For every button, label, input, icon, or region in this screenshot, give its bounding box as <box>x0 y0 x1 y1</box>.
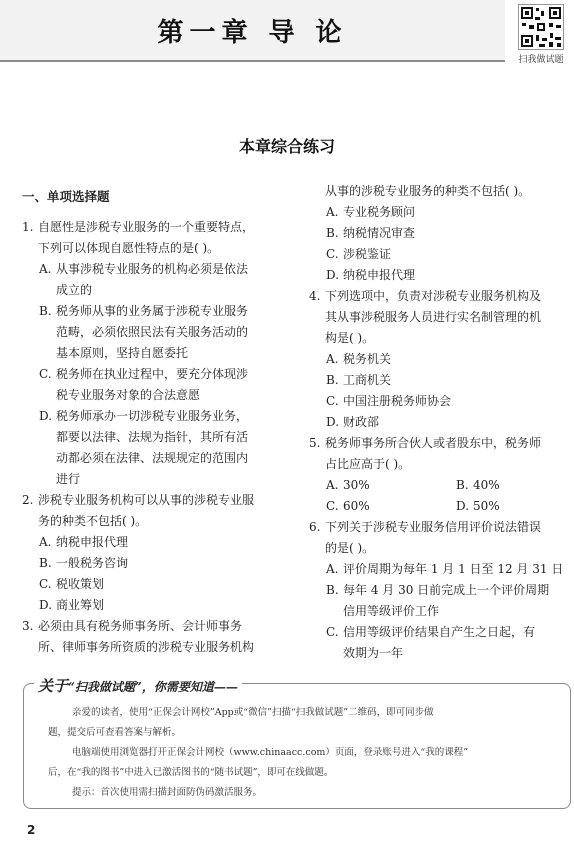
question-1-option-c[interactable]: C. 税务师在执业过程中，要充分体现涉 税专业服务对象的合法意愿 <box>39 367 249 402</box>
qr-code-icon[interactable] <box>518 4 564 50</box>
chapter-header <box>0 0 574 65</box>
question-5-option-d[interactable]: D. 50% <box>456 499 500 513</box>
question-5-option-b[interactable]: B. 40% <box>456 478 500 492</box>
question-2-option-d[interactable]: D. 商业筹划 <box>39 598 105 612</box>
question-6-option-b[interactable]: B. 每年 4 月 30 日前完成上一个评价周期 信用等级评价工作 <box>326 583 550 618</box>
question-5-options-row-2 <box>309 496 569 517</box>
question-2-option-b[interactable]: B. 一般税务咨询 <box>39 556 129 570</box>
question-3-option-b[interactable]: B. 纳税情况审查 <box>326 226 416 240</box>
question-5: 5. 税务师事务所合伙人或者股东中，税务师 占比应高于( )。 <box>309 436 542 471</box>
question-5-option-c[interactable]: C. 60% <box>326 499 370 513</box>
question-1-option-b[interactable]: B. 税务师从事的业务属于涉税专业服务 范畴，必须依照民法有关服务活动的 基本原则，坚持自愿委托 <box>39 304 249 360</box>
chapter-title: 第一章 导 论 <box>157 18 348 48</box>
page-number: 2 <box>27 823 36 837</box>
question-4-option-c[interactable]: C. 中国注册税务师协会 <box>326 394 452 408</box>
question-4-option-b[interactable]: B. 工商机关 <box>326 373 392 387</box>
notice-line-1: 亲爱的读者，使用“正保会计网校”App或“微信”扫描“扫我做试题”二维码，即可同步做 <box>72 707 434 718</box>
question-3-option-d[interactable]: D. 纳税申报代理 <box>326 268 416 282</box>
question-3-continued: 从事的涉税专业服务的种类不包括( )。 <box>325 184 531 198</box>
section-title: 本章综合练习 <box>238 137 335 156</box>
notice-line-5: 提示：首次使用需扫描封面防伪码激活服务。 <box>72 787 263 798</box>
question-1-option-a[interactable]: A. 从事涉税专业服务的机构必须是依法 成立的 <box>39 262 249 297</box>
question-4: 4. 下列选项中，负责对涉税专业服务机构及 其从事涉税服务人员进行实名制管理的机 构是( )。 <box>309 289 542 345</box>
question-5-options-row-1 <box>309 475 569 496</box>
question-6-option-c[interactable]: C. 信用等级评价结果自产生之日起，有 效期为一年 <box>326 625 536 660</box>
left-column <box>22 180 282 658</box>
right-column <box>309 181 569 664</box>
question-4-option-d[interactable]: D. 财政部 <box>326 415 380 429</box>
question-3-option-c[interactable]: C. 涉税鉴证 <box>326 247 392 261</box>
question-4-option-a[interactable]: A. 税务机关 <box>326 352 392 366</box>
notice-line-3: 电脑端使用浏览器打开正保会计网校（www.chinaacc.com）页面，登录账号进入“我的课程” <box>72 747 469 758</box>
question-6-option-a[interactable]: A. 评价周期为每年 1 月 1 日至 12 月 31 日 <box>326 562 564 576</box>
question-5-option-a[interactable]: A. 30% <box>326 478 370 492</box>
question-3: 3. 必须由具有税务师事务所、会计师事务 所、律师事务所资质的涉税专业服务机构 <box>22 619 255 654</box>
notice-line-4: 后，在“我的图书”中进入已激活图书的“随书试题”，即可在线做题。 <box>48 767 334 778</box>
question-2-option-c[interactable]: C. 税收策划 <box>39 577 105 591</box>
question-3-option-a[interactable]: A. 专业税务顾问 <box>326 205 416 219</box>
question-1: 1. 自愿性是涉税专业服务的一个重要特点， 下列可以体现自愿性特点的是( )。 <box>22 220 255 255</box>
question-6: 6. 下列关于涉税专业服务信用评价说法错误 的是( )。 <box>309 520 542 555</box>
header-rule <box>0 60 505 62</box>
scan-notice-title: 关于“扫我做试题”，你需要知道—— <box>34 675 242 696</box>
notice-line-2: 题，提交后可查看答案与解析。 <box>48 727 182 738</box>
question-2-option-a[interactable]: A. 纳税申报代理 <box>39 535 129 549</box>
question-2: 2. 涉税专业服务机构可以从事的涉税专业服 务的种类不包括( )。 <box>22 493 255 528</box>
qr-caption: 扫我做试题 <box>518 55 564 65</box>
part-title: 一、单项选择题 <box>22 189 110 204</box>
question-1-option-d[interactable]: D. 税务师承办一切涉税专业服务业务， 都要以法律、法规为指针，其所有活 动都必须在法律、法规规定的范围内 进行 <box>39 409 249 486</box>
